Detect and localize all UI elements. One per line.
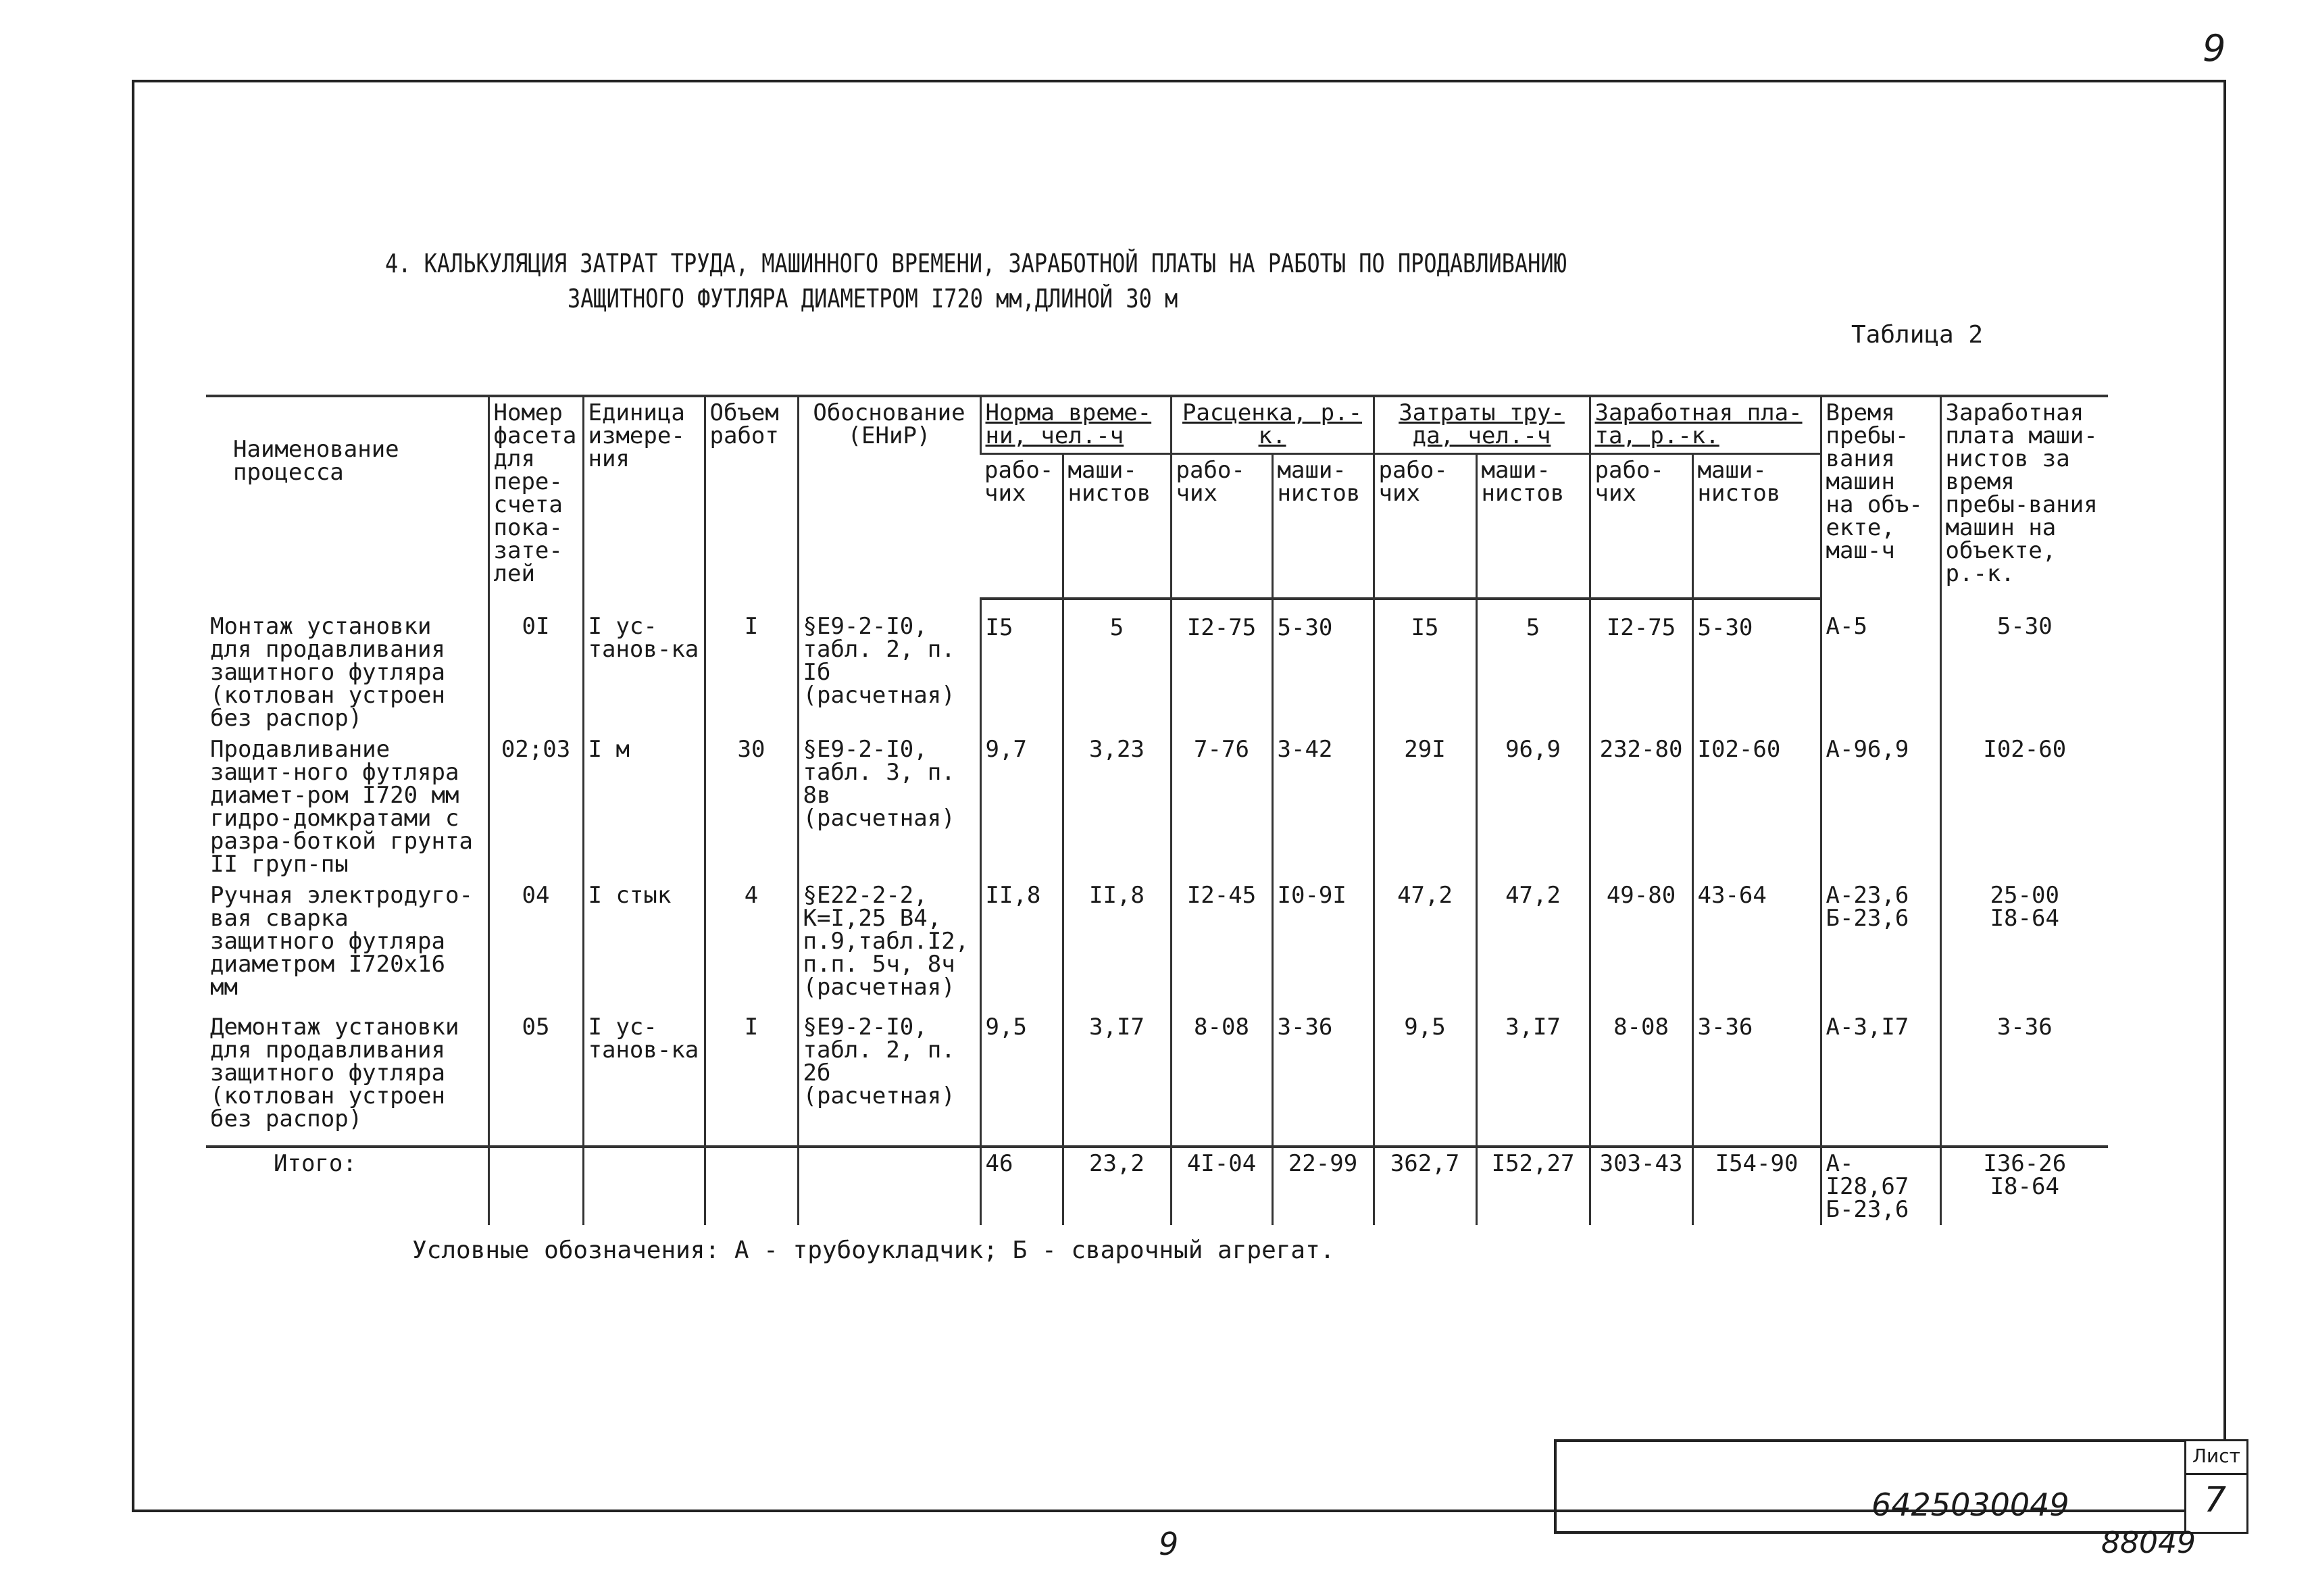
row-norm-workers: 9,7	[980, 734, 1063, 880]
subheader-rate-workers: рабо-чих	[1171, 453, 1272, 599]
row-facet: 0I	[488, 599, 583, 734]
row-basis: §Е9-2-I0, табл. 3, п. 8в (расчетная)	[798, 734, 980, 880]
header-volume: Объем работ	[705, 396, 798, 599]
table-row	[206, 1012, 2108, 1147]
total-machine-wage: I36-26 I8-64	[1940, 1147, 2108, 1225]
total-wage-workers: 303-43	[1590, 1147, 1692, 1225]
header-basis: Обоснование (ЕНиР)	[798, 396, 980, 599]
total-machine-time: А-I28,67 Б-23,6	[1821, 1147, 1940, 1225]
table-number: Таблица 2	[1851, 321, 1984, 349]
header-name: Наименование процесса	[206, 396, 488, 599]
row-volume: I	[705, 1012, 798, 1147]
row-labor-machinists: 47,2	[1476, 880, 1590, 1012]
row-wage-machinists: 3-36	[1692, 1012, 1821, 1147]
total-label: Итого:	[206, 1147, 488, 1225]
doc-title-line1: 4. КАЛЬКУЛЯЦИЯ ЗАТРАТ ТРУДА, МАШИННОГО ВРЕМЕНИ, ЗАРАБОТНОЙ ПЛАТЫ НА РАБОТЫ ПО ПРОДАВЛИВАНИЮ	[385, 249, 1567, 278]
header-labor: Затраты тру-да, чел.-ч	[1374, 396, 1590, 453]
row-unit: I ус-танов-ка	[583, 599, 705, 734]
total-labor-workers: 362,7	[1374, 1147, 1476, 1225]
row-wage-machinists: 5-30	[1692, 599, 1821, 734]
row-name: Монтаж установки для продавливания защитного футляра (котлован устроен без распор)	[210, 613, 445, 732]
row-norm-workers: I5	[980, 599, 1063, 734]
table-row	[206, 880, 2108, 1012]
row-labor-machinists: 5	[1476, 599, 1590, 734]
total-rate-workers: 4I-04	[1171, 1147, 1272, 1225]
total-wage-machinists: I54-90	[1692, 1147, 1821, 1225]
row-name: Демонтаж установки для продавливания защитного футляра (котлован устроен без распор)	[210, 1014, 459, 1132]
header-machine-time: Время пребы-вания машин на объ-екте, маш-ч	[1821, 396, 1940, 599]
sheet-number: 7	[2204, 1480, 2227, 1520]
row-machine-wage: 3-36	[1940, 1012, 2108, 1147]
legend-note: Условные обозначения: А - трубоукладчик; Б - сварочный агрегат.	[412, 1237, 1335, 1264]
row-labor-workers: 29I	[1374, 734, 1476, 880]
row-machine-time: А-3,I7	[1821, 1012, 1940, 1147]
total-norm-machinists: 23,2	[1063, 1147, 1171, 1225]
row-machine-time: А-23,6 Б-23,6	[1821, 880, 1940, 1012]
row-norm-machinists: 3,I7	[1063, 1012, 1171, 1147]
document-code: 6425030049	[1871, 1487, 2069, 1523]
row-wage-workers: 8-08	[1590, 1012, 1692, 1147]
row-facet: 02;03	[488, 734, 583, 880]
row-unit: I ус-танов-ка	[583, 1012, 705, 1147]
table-row	[206, 599, 2108, 734]
row-wage-machinists: I02-60	[1692, 734, 1821, 880]
page-number-bottom: 9	[1159, 1526, 1179, 1562]
row-labor-machinists: 96,9	[1476, 734, 1590, 880]
row-rate-workers: 8-08	[1171, 1012, 1272, 1147]
row-facet: 05	[488, 1012, 583, 1147]
row-machine-wage: 5-30	[1940, 599, 2108, 734]
header-facet: Номер фасета для пере-счета пока-зате-лей	[488, 396, 583, 599]
row-volume: 30	[705, 734, 798, 880]
subheader-norm-machinists: маши-нистов	[1063, 453, 1171, 599]
total-rate-machinists: 22-99	[1272, 1147, 1374, 1225]
row-norm-workers: 9,5	[980, 1012, 1063, 1147]
sheet-box-divider	[2184, 1473, 2248, 1475]
total-norm-workers: 46	[980, 1147, 1063, 1225]
calculation-table	[206, 395, 2108, 1225]
total-row	[206, 1147, 2108, 1225]
subheader-norm-workers: рабо-чих	[980, 453, 1063, 599]
row-labor-workers: I5	[1374, 599, 1476, 734]
row-rate-workers: I2-75	[1171, 599, 1272, 734]
row-volume: 4	[705, 880, 798, 1012]
subheader-rate-machinists: маши-нистов	[1272, 453, 1374, 599]
row-unit: I стык	[583, 880, 705, 1012]
row-norm-machinists: II,8	[1063, 880, 1171, 1012]
header-machine-wage: Заработная плата маши-нистов за время пребы-вания машин на объекте, р.-к.	[1940, 396, 2108, 599]
row-wage-machinists: 43-64	[1692, 880, 1821, 1012]
row-norm-machinists: 5	[1063, 599, 1171, 734]
row-name: Продавливание защит-ного футляра диамет-ром I720 мм гидро-домкратами с разра-боткой грунта II груп-пы	[210, 736, 473, 878]
sheet-label: Лист	[2192, 1445, 2240, 1467]
row-volume: I	[705, 599, 798, 734]
row-norm-machinists: 3,23	[1063, 734, 1171, 880]
row-basis: §Е22-2-2, К=I,25 В4, п.9,табл.I2, п.п. 5ч, 8ч (расчетная)	[798, 880, 980, 1012]
row-wage-workers: 232-80	[1590, 734, 1692, 880]
row-basis: §Е9-2-I0, табл. 2, п. Iб (расчетная)	[798, 599, 980, 734]
row-facet: 04	[488, 880, 583, 1012]
row-machine-wage: I02-60	[1940, 734, 2108, 880]
row-labor-workers: 9,5	[1374, 1012, 1476, 1147]
row-rate-workers: 7-76	[1171, 734, 1272, 880]
header-unit: Единица измере-ния	[583, 396, 705, 599]
row-labor-workers: 47,2	[1374, 880, 1476, 1012]
row-rate-machinists: I0-9I	[1272, 880, 1374, 1012]
page-number-top: 9	[2203, 27, 2226, 70]
subheader-labor-machinists: маши-нистов	[1476, 453, 1590, 599]
row-wage-workers: 49-80	[1590, 880, 1692, 1012]
row-basis: §Е9-2-I0, табл. 2, п. 2б (расчетная)	[798, 1012, 980, 1147]
row-rate-machinists: 3-36	[1272, 1012, 1374, 1147]
row-unit: I м	[583, 734, 705, 880]
row-labor-machinists: 3,I7	[1476, 1012, 1590, 1147]
row-machine-time: А-5	[1821, 599, 1940, 734]
row-rate-machinists: 3-42	[1272, 734, 1374, 880]
subheader-labor-workers: рабо-чих	[1374, 453, 1476, 599]
header-wage: Заработная пла-та, р.-к.	[1590, 396, 1821, 453]
archive-code: 88049	[2101, 1526, 2196, 1560]
total-labor-machinists: I52,27	[1476, 1147, 1590, 1225]
header-rate: Расценка, р.-к.	[1171, 396, 1374, 453]
row-machine-time: А-96,9	[1821, 734, 1940, 880]
doc-title-line2: ЗАЩИТНОГО ФУТЛЯРА ДИАМЕТРОМ I720 мм,ДЛИНОЙ 30 м	[568, 284, 1178, 314]
header-norm: Норма време-ни, чел.-ч	[980, 396, 1171, 453]
row-rate-machinists: 5-30	[1272, 599, 1374, 734]
row-machine-wage: 25-00 I8-64	[1940, 880, 2108, 1012]
row-norm-workers: II,8	[980, 880, 1063, 1012]
subheader-wage-machinists: маши-нистов	[1692, 453, 1821, 599]
row-name: Ручная электродуго-вая сварка защитного футляра диаметром I720x16 мм	[210, 882, 473, 1001]
row-wage-workers: I2-75	[1590, 599, 1692, 734]
subheader-wage-workers: рабо-чих	[1590, 453, 1692, 599]
table-row	[206, 734, 2108, 880]
row-rate-workers: I2-45	[1171, 880, 1272, 1012]
